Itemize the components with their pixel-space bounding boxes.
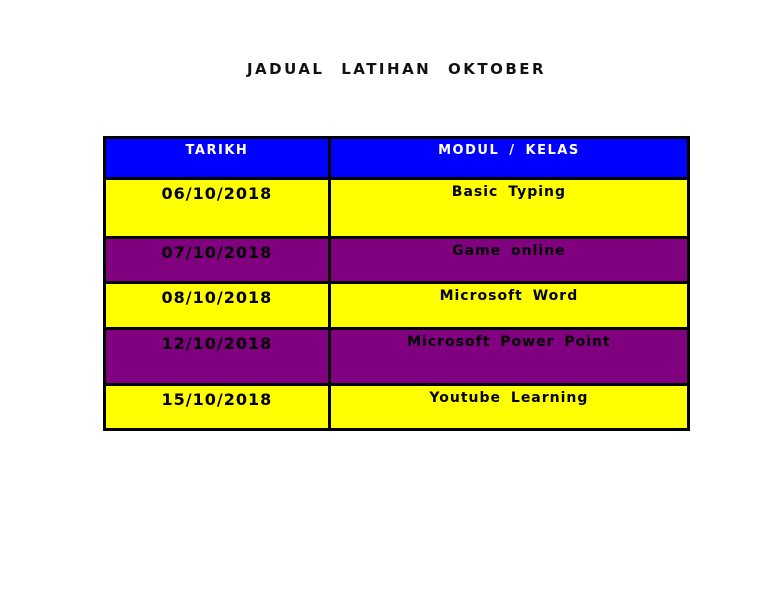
tarikh-cell: 06/10/2018 <box>105 179 330 238</box>
column-header-modul: MODUL / KELAS <box>329 138 688 179</box>
modul-cell: Microsoft Word <box>329 283 688 329</box>
column-header-tarikh: TARIKH <box>105 138 330 179</box>
table-row <box>105 329 689 385</box>
modul-cell: Game online <box>329 238 688 283</box>
tarikh-cell: 12/10/2018 <box>105 329 330 385</box>
table-row <box>105 385 689 430</box>
table-row <box>105 238 689 283</box>
modul-cell: Youtube Learning <box>329 385 688 430</box>
tarikh-cell: 15/10/2018 <box>105 385 330 430</box>
tarikh-cell: 07/10/2018 <box>105 238 330 283</box>
table-row <box>105 283 689 329</box>
table-header-row <box>105 138 689 179</box>
tarikh-cell: 08/10/2018 <box>105 283 330 329</box>
modul-cell: Basic Typing <box>329 179 688 238</box>
table-row <box>105 179 689 238</box>
schedule-table <box>103 136 690 431</box>
modul-cell: Microsoft Power Point <box>329 329 688 385</box>
title-container <box>103 60 690 78</box>
document-title: JADUAL LATIHAN OKTOBER <box>246 60 547 78</box>
